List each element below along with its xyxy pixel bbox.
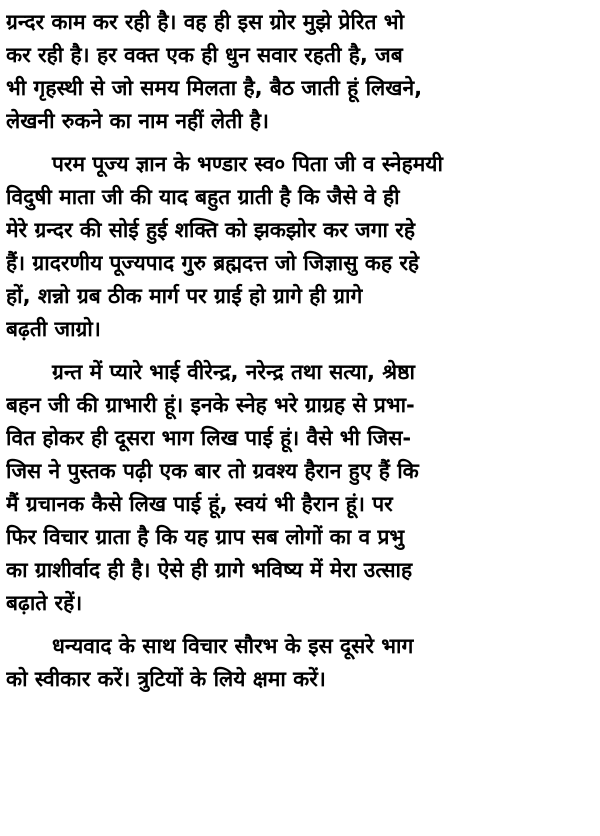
- paragraph-1: [6, 6, 594, 138]
- paragraph-gap: [6, 138, 594, 148]
- text-line: हों, शन्नो ग्रब ठीक मार्ग पर ग्राई हो ग्रागे ही ग्रागे: [6, 284, 363, 308]
- text-line: विदुषी माता जी की याद बहुत ग्राती है कि जैसे वे ही: [6, 185, 400, 209]
- text-line: परम पूज्य ज्ञान के भण्डार स्व० पिता जी व स्नेहमयी: [52, 152, 443, 176]
- text-line: फिर विचार ग्राता है कि यह ग्राप सब लोगों का व प्रभु: [6, 525, 405, 549]
- paragraph-4: [6, 630, 594, 696]
- text-line: भी गृहस्थी से जो समय मिलता है, बैठ जाती हूं लिखने,: [6, 76, 423, 100]
- text-line: धन्यवाद के साथ विचार सौरभ के इस दूसरे भाग: [52, 634, 414, 658]
- paragraph-3: [6, 356, 594, 620]
- text-line: को स्वीकार करें। त्रुटियों के लिये क्षमा करें।: [6, 667, 326, 691]
- text-line: ग्रन्त में प्यारे भाई वीरेन्द्र, नरेन्द्र तथा सत्या, श्रेष्ठा: [52, 360, 415, 384]
- paragraph-2: [6, 148, 594, 346]
- text-line: मैं ग्रचानक कैसे लिख पाई हूं, स्वयं भी हैरान हूं। पर: [6, 492, 393, 516]
- paragraph-gap: [6, 346, 594, 356]
- text-line: बढ़ती जाग्रो।: [6, 317, 101, 341]
- text-line: ग्रन्दर काम कर रही है। वह ही इस ग्रोर मुझे प्रेरित भो: [6, 10, 405, 34]
- text-line: का ग्राशीर्वाद ही है। ऐसे ही ग्रागे भविष्य में मेरा उत्साह: [6, 558, 413, 582]
- text-line: वित होकर ही दूसरा भाग लिख पाई हूं। वैसे भी जिस-: [6, 426, 412, 450]
- text-line: हैं। ग्रादरणीय पूज्यपाद गुरु ब्रह्मदत्त जो जिज्ञासु कह रहे: [6, 251, 420, 275]
- text-line: बढ़ाते रहें।: [6, 591, 83, 615]
- text-line: लेखनी रुकने का नाम नहीं लेती है।: [6, 109, 269, 133]
- text-line: बहन जी की ग्राभारी हूं। इनके स्नेह भरे ग्राग्रह से प्रभा-: [6, 393, 415, 417]
- text-line: जिस ने पुस्तक पढ़ी एक बार तो ग्रवश्य हैरान हुए हैं कि: [6, 459, 419, 483]
- paragraph-gap: [6, 620, 594, 630]
- text-line: कर रही है। हर वक्त एक ही धुन सवार रहती है, जब: [6, 43, 403, 67]
- text-line: मेरे ग्रन्दर की सोई हुई शक्ति को झकझोर कर जगा रहे: [6, 218, 416, 242]
